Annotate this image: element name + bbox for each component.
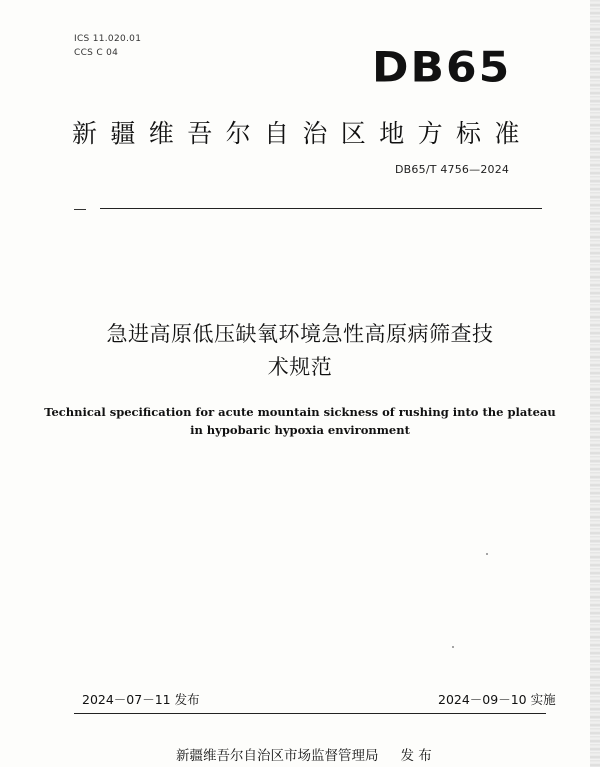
header-rule <box>100 208 542 209</box>
footer-rule <box>74 713 546 714</box>
english-title-line-1: Technical specification for acute mountain sickness of rushing into the plateau <box>44 405 556 419</box>
standard-type-heading: 新疆维吾尔自治区地方标准 <box>72 119 533 148</box>
ics-code: ICS 11.020.01 <box>74 34 142 44</box>
standard-number: DB65/T 4756—2024 <box>395 163 510 176</box>
scan-speck <box>486 553 488 555</box>
english-title-line-2: in hypobaric hypoxia environment <box>190 423 410 437</box>
chinese-title <box>40 318 560 384</box>
db65-logo: DB65 <box>372 43 512 92</box>
chinese-title-line-2: 术规范 <box>267 355 333 379</box>
chinese-title-line-1: 急进高原低压缺氧环境急性高原病筛查技 <box>106 322 494 346</box>
english-title <box>40 403 560 439</box>
issue-label: 发 布 <box>400 748 432 764</box>
implement-date: 2024－09－10 实施 <box>438 692 556 707</box>
ccs-code: CCS C 04 <box>74 48 119 58</box>
header-rule-short <box>74 209 86 210</box>
scan-edge-strip <box>590 0 600 767</box>
publish-date: 2024－07－11 发布 <box>82 692 200 707</box>
scan-speck <box>452 646 454 648</box>
issuer-name: 新疆维吾尔自治区市场监督管理局 <box>176 748 379 764</box>
issuer-line <box>176 744 432 764</box>
